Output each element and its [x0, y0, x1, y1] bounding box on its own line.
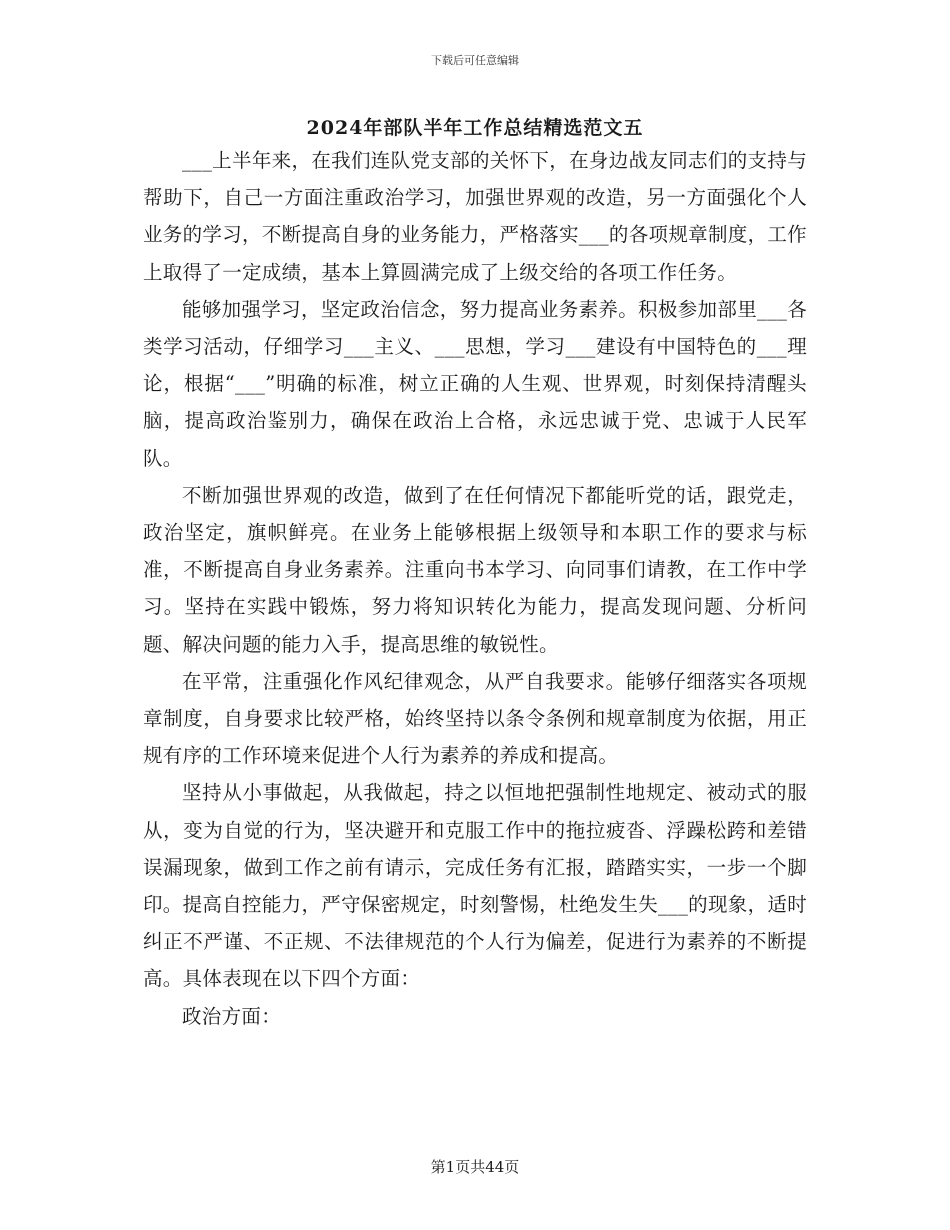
paragraph: 政治方面： [182, 1004, 282, 1028]
page-number: 第1页共44页 [430, 1158, 520, 1176]
paragraph: 不断加强世界观的改造，做到了在任何情况下都能听党的话，跟党走，政治坚定，旗帜鲜亮。在业务上能够根据上级领导和本职工作的要求与标准，不断提高自身业务素养。注重向书本学习、向同事们请教，在工作中学习。坚持在实践中锻炼，努力将知识转化为能力，提高发现问题、分析问题、解决问题的能力入手，提高思维的敏锐性。 [143, 483, 807, 656]
paragraph: ___上半年来，在我们连队党支部的关怀下，在身边战友同志们的支持与帮助下，自己一方面注重政治学习，加强世界观的改造，另一方面强化个人业务的学习，不断提高自身的业务能力，严格落实___的各项规章制度，工作上取得了一定成绩，基本上算圆满完成了上级交给的各项工作任务。 [143, 149, 807, 284]
paragraph: 坚持从小事做起，从我做起，持之以恒地把强制性地规定、被动式的服从，变为自觉的行为，坚决避开和克服工作中的拖拉疲沓、浮躁松跨和差错误漏现象，做到工作之前有请示，完成任务有汇报，踏踏实实，一步一个脚印。提高自控能力，严守保密规定，时刻警惕，杜绝发生失___的现象，适时纠正不严谨、不正规、不法律规范的个人行为偏差，促进行为素养的不断提高。具体表现在以下四个方面： [143, 781, 807, 991]
document-title: 2024年部队半年工作总结精选范文五 [306, 117, 644, 139]
paragraph: 能够加强学习，坚定政治信念，努力提高业务素养。积极参加部里___各类学习活动，仔细学习___主义、___思想，学习___建设有中国特色的___理论，根据“___”明确的标准，树立正确的人生观、世界观，时刻保持清醒头脑，提高政治鉴别力，确保在政治上合格，永远忠诚于党、忠诚于人民军队。 [143, 297, 807, 470]
document-body [143, 142, 807, 1035]
page-header-note: 下载后可任意编辑 [431, 54, 519, 67]
paragraph: 在平常，注重强化作风纪律观念，从严自我要求。能够仔细落实各项规章制度，自身要求比较严格，始终坚持以条令条例和规章制度为依据，用正规有序的工作环境来促进个人行为素养的养成和提高。 [143, 669, 807, 768]
